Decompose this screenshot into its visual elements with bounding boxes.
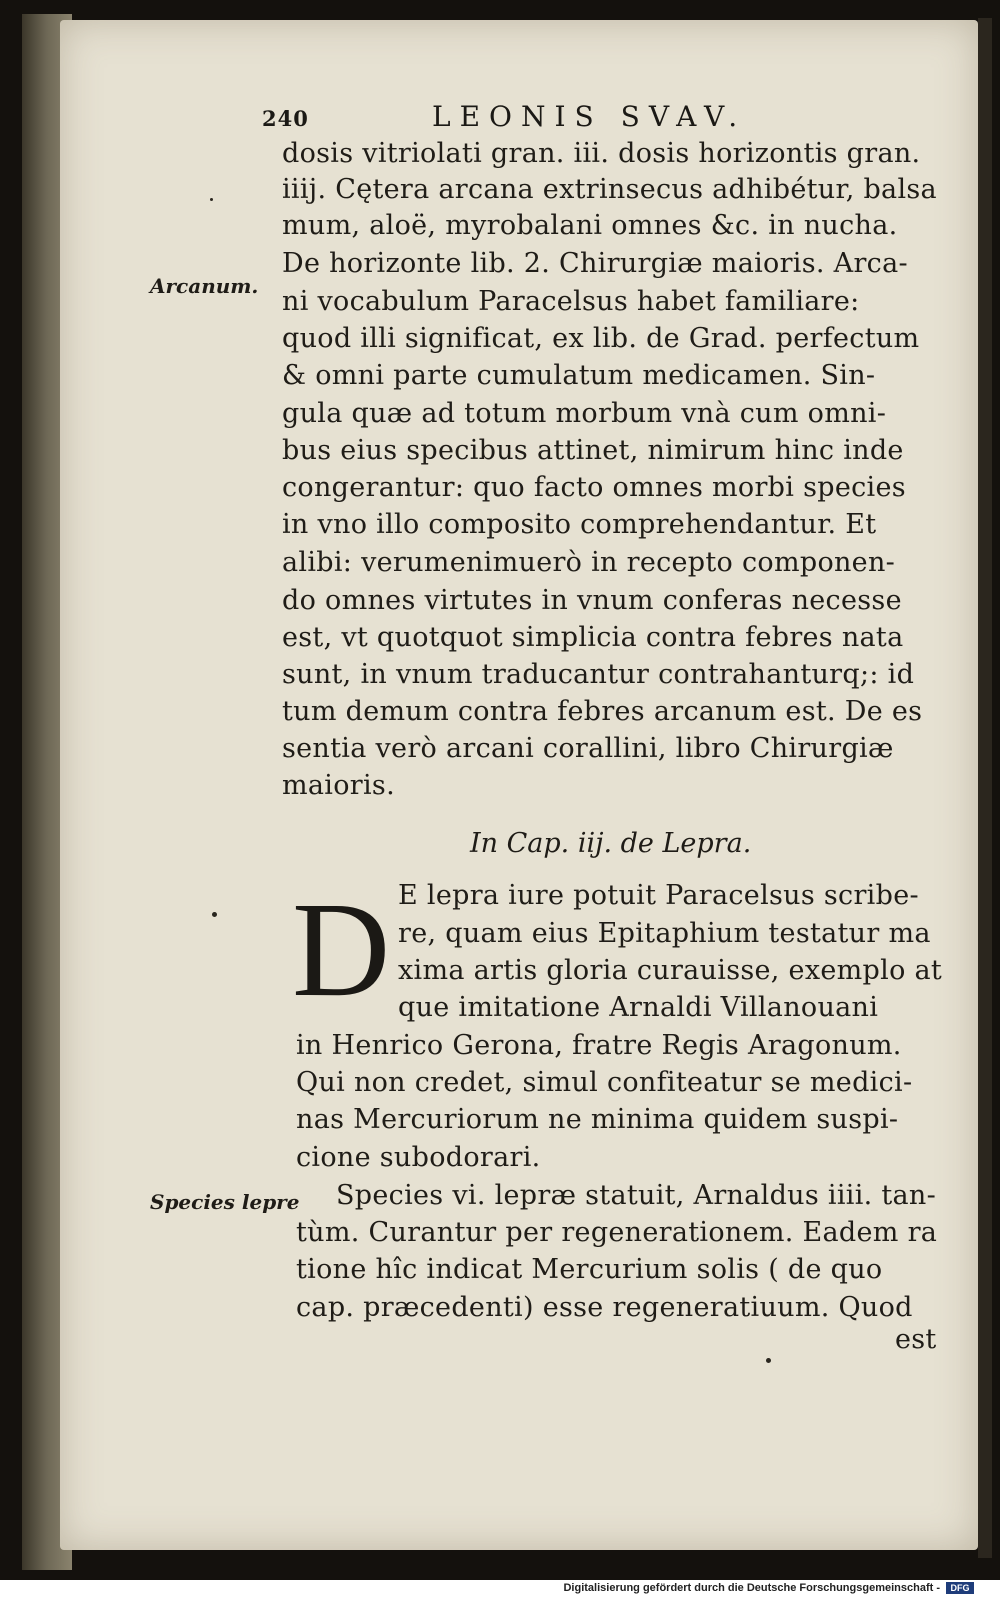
text-line: alibi: verumenimuerò in recepto componen- (282, 547, 896, 578)
text-line: nas Mercuriorum ne minima quidem suspi- (296, 1104, 899, 1135)
text-line: mum, aloë, myrobalani omnes &c. in nucha. (282, 210, 898, 241)
text-line: tum demum contra febres arcanum est. De es (282, 696, 923, 727)
text-line: iiij. Cętera arcana extrinsecus adhibétur, balsa (282, 174, 937, 205)
text-line: que imitatione Arnaldi Villanouani (398, 992, 879, 1023)
text-line: in vno illo composito comprehendantur. Et (282, 509, 877, 540)
text-line: xima artis gloria curauisse, exemplo at (398, 955, 943, 986)
page-number: 240 (262, 106, 309, 131)
text-line: & omni parte cumulatum medicamen. Sin- (282, 360, 876, 391)
text-line: tùm. Curantur per regenerationem. Eadem ra (296, 1217, 938, 1248)
text-line: Species vi. lepræ statuit, Arnaldus iiii. tan- (336, 1180, 937, 1211)
text-line: do omnes virtutes in vnum conferas necesse (282, 585, 902, 616)
paper-speck (212, 912, 217, 917)
text-line: cap. præcedenti) esse regeneratiuum. Quod (296, 1292, 913, 1323)
dfg-logo: DFG (946, 1582, 974, 1594)
text-line: est, vt quotquot simplicia contra febres nata (282, 622, 904, 653)
catchword: est (895, 1324, 937, 1355)
text-line: sentia verò arcani corallini, libro Chirurgiæ (282, 733, 894, 764)
paper-speck (210, 198, 213, 201)
paper-speck (766, 1358, 771, 1363)
text-line: bus eius specibus attinet, nimirum hinc inde (282, 435, 904, 466)
section-heading: In Cap. iij. de Lepra. (470, 828, 752, 859)
text-line: re, quam eius Epitaphium testatur ma (398, 918, 931, 949)
text-line: sunt, in vnum traducantur contrahanturq;: id (282, 659, 915, 690)
margin-note-species-leprae: Species lepre (150, 1190, 300, 1214)
drop-cap-initial: D (292, 875, 391, 1025)
margin-note-arcanum: Arcanum. (150, 274, 259, 298)
running-title: LEONIS SVAV. (432, 100, 747, 133)
text-line: E lepra iure potuit Paracelsus scribe- (398, 880, 919, 911)
text-line: ni vocabulum Paracelsus habet familiare: (282, 286, 860, 317)
page-right-edge (978, 18, 992, 1558)
text-line: De horizonte lib. 2. Chirurgiæ maioris. Arca- (282, 248, 908, 279)
text-line: gula quæ ad totum morbum vnà cum omni- (282, 398, 887, 429)
text-line: tione hîc indicat Mercurium solis ( de quo (296, 1254, 883, 1285)
text-line: dosis vitriolati gran. iii. dosis horizontis gran. (282, 138, 921, 169)
text-line: in Henrico Gerona, fratre Regis Aragonum. (296, 1030, 902, 1061)
text-line: cione subodorari. (296, 1142, 541, 1173)
footer-credit: Digitalisierung gefördert durch die Deutsche Forschungsgemeinschaft - (563, 1582, 940, 1594)
text-line: maioris. (282, 770, 395, 801)
text-line: Qui non credet, simul confiteatur se medici- (296, 1067, 913, 1098)
text-line: congerantur: quo facto omnes morbi species (282, 472, 906, 503)
text-line: quod illi significat, ex lib. de Grad. perfectum (282, 323, 920, 354)
